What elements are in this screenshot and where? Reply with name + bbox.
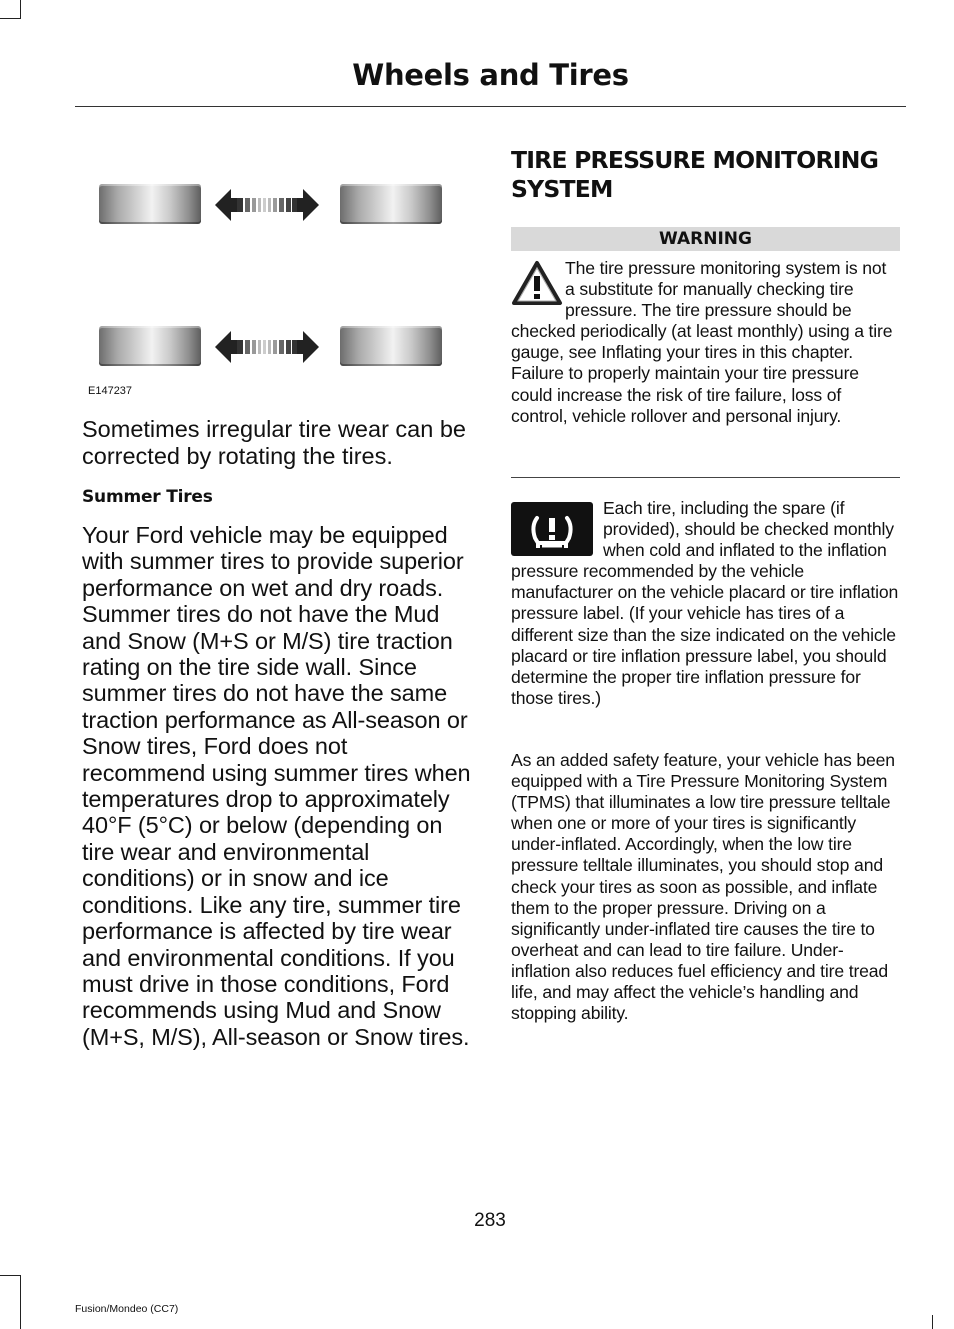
crop-mark [20,1315,21,1329]
crop-mark [932,1315,933,1329]
tpms-safety-paragraph: As an added safety feature, your vehicle has been equipped with a Tire Pressure Monitoring System (TPMS) that illuminates a low tire pressure telltale when one or more of your tires is significantly under-inflated. Accordingly, when the low tire pressure telltale illuminates, you should stop and check your tires as soon as possible, and inflate them to the proper pressure. Driving on a significantly under-inflated tire causes the tire to overheat and can lead to tire failure. Under-inflation also reduces fuel efficiency and tire tread life, and may affect the vehicle’s handling and stopping ability. [511,750,895,1024]
tire-icon [99,326,201,366]
figure-label: E147237 [88,385,133,397]
summer-tires-heading: Summer Tires [82,487,213,507]
crop-mark [20,0,21,19]
tire-pressure-warning-icon [511,502,595,560]
tpms-block [511,498,900,709]
tpms-text: Each tire, including the spare (if provided), should be checked monthly when cold and inflated to the inflation pressure recommended by the vehicle manufacturer on the vehicle placard or tire inflation pressure label. (If your vehicle has tires of a different size than the size indicated on the vehicle placard or tire inflation pressure label, you should determine the proper tire inflation pressure for those tires.) [511,498,899,708]
warning-header: WARNING [511,227,900,251]
section-title: TIRE PRESSURE MONITORING SYSTEM [511,146,879,203]
warning-block [511,258,900,427]
tire-icon [340,326,442,366]
crop-mark [0,1275,20,1276]
summer-tires-paragraph: Your Ford vehicle may be equipped with summer tires to provide superior performance on wet and dry roads. Summer tires do not have the Mud and Snow (M+S or M/S) tire traction rating on the tire side wall. Since summer tires do not have the same traction performance as All-season or Snow tires, Ford does not recommend using summer tires when temperatures drop to approximately 40°F (5°C) or below (depending on tire wear and environmental conditions) or in snow and ice conditions. Like any tire, summer tire performance is affected by tire wear and environmental conditions. If you must drive in those conditions, Ford recommends using Mud and Snow (M+S, M/S), All-season or Snow tires. [82,522,471,1050]
double-arrow-icon [215,328,319,366]
tire-icon [99,184,201,224]
tire-rotation-figure [82,170,472,405]
warning-text: The tire pressure monitoring system is not a substitute for manually checking tire pressure. The tire pressure should be checked periodically (at least monthly) using a tire gauge, see Inflating your tires in this chapter. Failure to properly maintain your tire pressure could increase the risk of tire failure, loss of control, vehicle rollover and personal injury. [511,258,893,426]
tire-icon [340,184,442,224]
page-title: Wheels and Tires [352,58,629,92]
double-arrow-icon [215,186,319,224]
header-divider [75,106,906,107]
page-number: 283 [474,1210,506,1231]
footer-model: Fusion/Mondeo (CC7) [75,1303,179,1315]
warning-triangle-icon [511,260,563,306]
warning-divider [511,477,900,478]
intro-paragraph: Sometimes irregular tire wear can be corrected by rotating the tires. [82,416,466,469]
crop-mark [0,18,20,19]
